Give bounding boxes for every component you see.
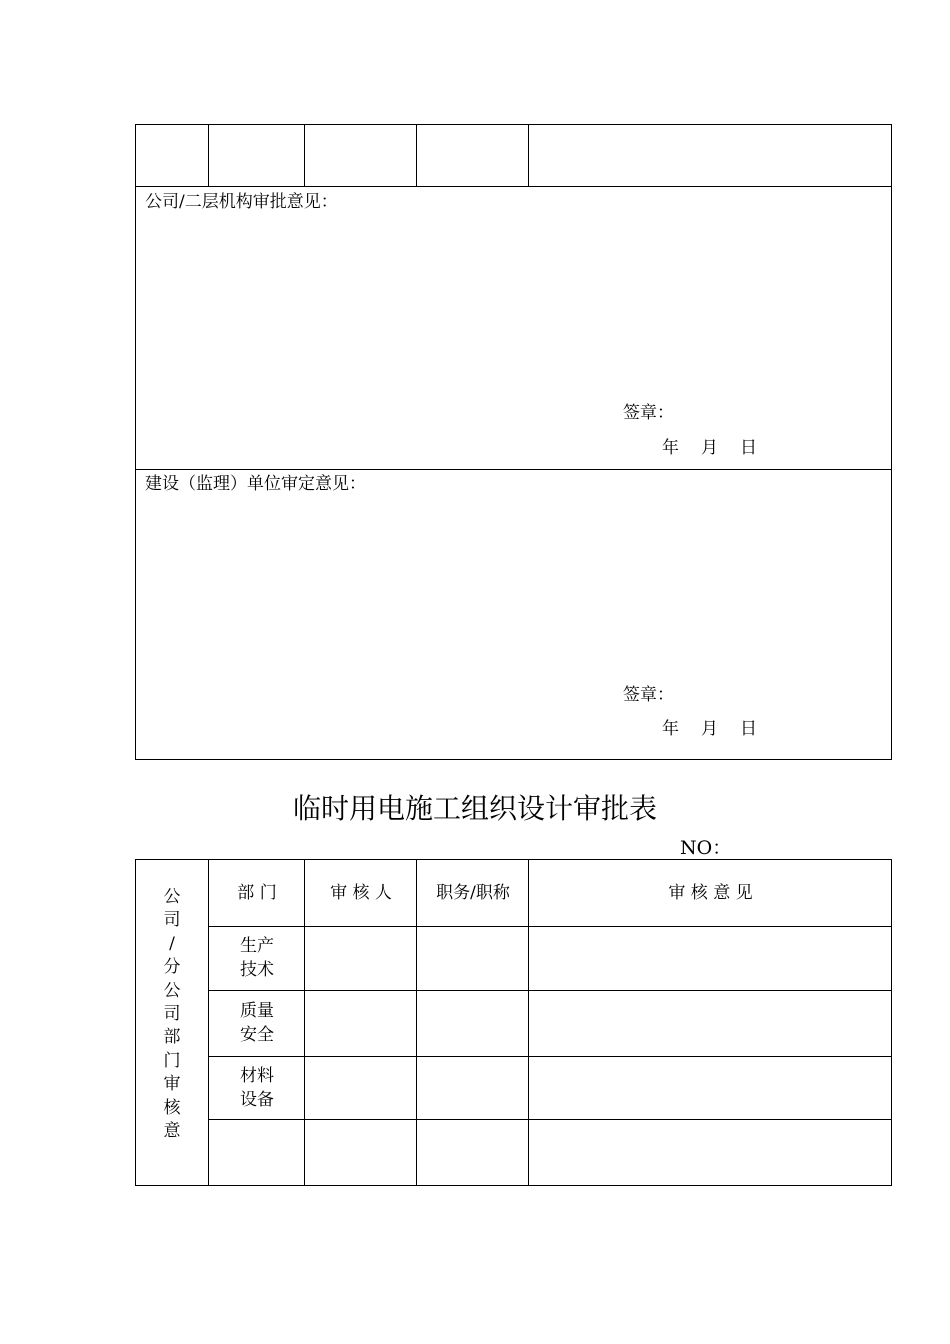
side-header-char: 司 <box>163 910 181 931</box>
company-opinion-label: 公司/二层机构审批意见： <box>145 192 338 212</box>
table-row <box>209 1064 305 1112</box>
side-header-char: 门 <box>163 1050 181 1071</box>
table-border-line <box>891 859 892 1186</box>
header-opinion: 审 核 意 见 <box>668 883 753 903</box>
department-name-line: 生产 <box>240 936 274 956</box>
table-row <box>209 999 305 1047</box>
table-border-line <box>135 469 892 470</box>
table-border-line <box>135 124 892 125</box>
seal-label: 签章： <box>623 403 674 423</box>
table-border-line <box>891 124 892 760</box>
date-month-label: 月 <box>701 438 718 458</box>
department-name-line: 质量 <box>240 1001 274 1021</box>
table-border-line <box>135 124 136 760</box>
date-year-label: 年 <box>662 719 679 739</box>
table-border-line <box>135 1185 892 1186</box>
table-border-line <box>208 124 209 187</box>
side-header-char: 公 <box>163 980 181 1001</box>
table-border-line <box>416 859 417 1186</box>
document-title: 临时用电施工组织设计审批表 <box>292 792 657 825</box>
table-border-line <box>135 186 892 187</box>
side-header-char: 公 <box>163 887 181 907</box>
table-border-line <box>304 124 305 187</box>
side-header-vertical <box>136 886 208 1143</box>
table-border-line <box>528 124 529 187</box>
table-border-line <box>208 1119 892 1120</box>
header-department: 部 门 <box>237 883 277 903</box>
seal-label: 签章： <box>623 685 674 705</box>
side-header-char: 审 <box>163 1074 181 1095</box>
supervisor-opinion-label: 建设（监理）单位审定意见： <box>145 474 366 494</box>
side-header-char: 分 <box>163 957 181 978</box>
date-month-label: 月 <box>701 719 718 739</box>
table-border-line <box>135 859 892 860</box>
table-border-line <box>528 859 529 1186</box>
table-border-line <box>208 926 892 927</box>
side-header-char: 意 <box>163 1121 181 1142</box>
department-name-line: 技术 <box>240 960 274 980</box>
date-day-label: 日 <box>740 719 757 739</box>
side-header-char: 司 <box>163 1004 181 1025</box>
header-position: 职务/职称 <box>436 883 510 903</box>
side-header-char: / <box>169 933 175 954</box>
header-reviewer: 审 核 人 <box>330 883 392 903</box>
department-name-line: 材料 <box>240 1066 274 1086</box>
table-border-line <box>208 990 892 991</box>
side-header-char: 核 <box>163 1097 181 1118</box>
side-header-char: 部 <box>163 1027 181 1048</box>
table-row <box>209 934 305 982</box>
table-border-line <box>416 124 417 187</box>
date-year-label: 年 <box>662 438 679 458</box>
number-label: NO： <box>680 837 732 859</box>
department-name-line: 设备 <box>240 1090 274 1110</box>
department-name-line: 安全 <box>240 1025 274 1045</box>
table-border-line <box>208 1056 892 1057</box>
table-border-line <box>135 759 892 760</box>
date-day-label: 日 <box>740 438 757 458</box>
